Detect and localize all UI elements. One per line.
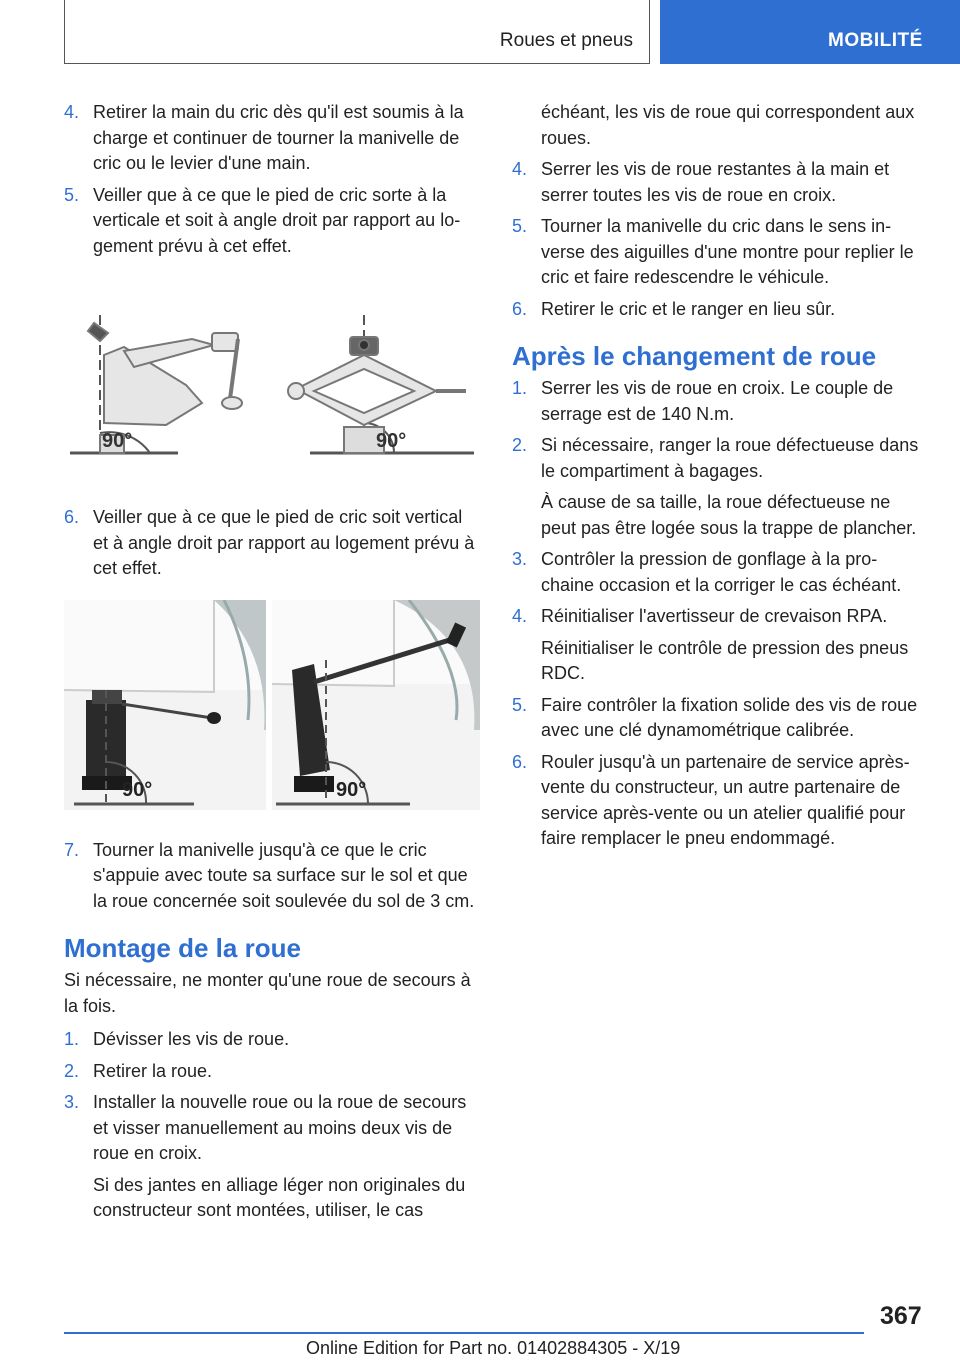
left-column <box>64 100 480 1230</box>
step-number: 5. <box>64 184 80 205</box>
chapter-tab: MOBILITÉ <box>660 0 960 64</box>
angle-label: 90° <box>122 778 153 801</box>
list-item <box>512 693 920 744</box>
section-intro: Si nécessaire, ne monter qu'une roue de secours à la fois. <box>64 970 471 1016</box>
step-text: Retirer la roue. <box>93 1060 213 1081</box>
step-text: Rouler jusqu'à un partenaire de service après-vente du constructeur, un autre partenaire de service après-vente ou un atelier qualifié pour faire remplacer le pneu endommagé. <box>541 751 910 848</box>
step-subtext: À cause de sa taille, la roue défectueuse ne peut pas être logée sous la trappe de plancher. <box>541 492 917 538</box>
jack-diagram <box>64 315 480 465</box>
jack-photo-diagram <box>64 600 480 810</box>
list-item <box>512 433 920 541</box>
step-number: 1. <box>64 1029 80 1049</box>
step-text: Faire contrôler la fixation solide des vis de roue avec une clé dynamométrique calibrée. <box>541 694 918 740</box>
step-subtext: Réinitialiser le contrôle de pression des pneus RDC. <box>541 637 909 683</box>
step-text: Installer la nouvelle roue ou la roue de secours et visser manuellement au moins deux vis de roue en croix. <box>93 1092 467 1163</box>
section-title: Roues et pneus <box>499 30 633 51</box>
right-column <box>512 100 920 858</box>
list-item <box>64 505 480 582</box>
edition-footer: Online Edition for Part no. 01402884305 - X/19 <box>306 1338 681 1358</box>
list-item <box>64 838 480 915</box>
list-item <box>64 100 480 177</box>
step-number: 5. <box>512 216 528 236</box>
page-number: 367 <box>880 1302 922 1330</box>
step-number: 7. <box>64 839 80 860</box>
step-number: 4. <box>512 606 528 626</box>
angle-label: 90° <box>336 778 367 801</box>
header-frame <box>64 0 650 64</box>
section-heading: Montage de la roue <box>64 933 301 963</box>
angle-label: 90° <box>102 430 133 452</box>
list-item <box>64 1090 480 1167</box>
step-text: Tourner la manivelle jusqu'à ce que le cric s'appuie avec toute sa surface sur le sol et que la roue concernée soit soulevée du sol de 3 cm. <box>93 839 475 911</box>
step-number: 6. <box>64 507 80 527</box>
step-note: Si des jantes en alliage léger non originales du constructeur sont montées, utiliser, le cas <box>93 1174 466 1220</box>
list-item <box>512 750 920 852</box>
footer-divider <box>64 1332 864 1334</box>
step-number: 3. <box>64 1092 80 1112</box>
jack-alignment-figure <box>64 315 480 465</box>
jack-photo-figure <box>64 600 480 810</box>
step-number: 2. <box>512 435 528 455</box>
step-text: Retirer le cric et le ranger en lieu sûr. <box>541 298 836 319</box>
step-text: Contrôler la pression de gonflage à la prochaine occasion et la corriger le cas échéant. <box>541 549 902 595</box>
step-continuation: échéant, les vis de roue qui correspondent aux roues. <box>541 102 915 148</box>
step-number: 6. <box>512 298 528 319</box>
step-number: 1. <box>512 378 528 398</box>
list-item <box>512 604 920 687</box>
list-item <box>512 547 920 598</box>
step-text: Serrer les vis de roue en croix. Le couple de serrage est de 140 N.m. <box>541 378 894 424</box>
list-item <box>512 157 920 208</box>
section-heading: Après le changement de roue <box>512 341 877 371</box>
step-text: Veiller que à ce que le pied de cric soit vertical et à angle droit par rapport au logement prévu à cet effet. <box>93 507 475 578</box>
step-text: Retirer la main du cric dès qu'il est soumis à la charge et continuer de tourner la manivelle de cric ou le levier d'une main. <box>93 102 464 173</box>
list-item <box>64 1027 480 1053</box>
list-item <box>512 214 920 291</box>
list-item <box>64 1059 480 1085</box>
step-text: Réinitialiser l'avertisseur de crevaison RPA. <box>541 606 888 626</box>
step-text: Serrer les vis de roue restantes à la main et serrer toutes les vis de roue en croix. <box>541 159 890 205</box>
step-number: 4. <box>64 102 80 122</box>
step-text: Tourner la manivelle du cric dans le sens inverse des aiguilles d'une montre pour replier le cric et faire redescendre le véhicule. <box>541 216 914 287</box>
list-item <box>512 297 920 323</box>
page-header <box>0 0 960 66</box>
list-item <box>512 376 920 427</box>
step-text: Dévisser les vis de roue. <box>93 1029 290 1049</box>
step-number: 3. <box>512 549 528 569</box>
step-number: 6. <box>512 751 528 772</box>
list-item <box>64 183 480 260</box>
step-number: 5. <box>512 694 528 715</box>
step-number: 2. <box>64 1060 80 1081</box>
step-text: Veiller que à ce que le pied de cric sorte à la verticale et soit à angle droit par rapport au logement prévu à cet effet. <box>93 184 461 256</box>
angle-label: 90° <box>376 430 407 452</box>
step-text: Si nécessaire, ranger la roue défectueuse dans le compartiment à bagages. <box>541 435 919 481</box>
step-number: 4. <box>512 159 528 179</box>
